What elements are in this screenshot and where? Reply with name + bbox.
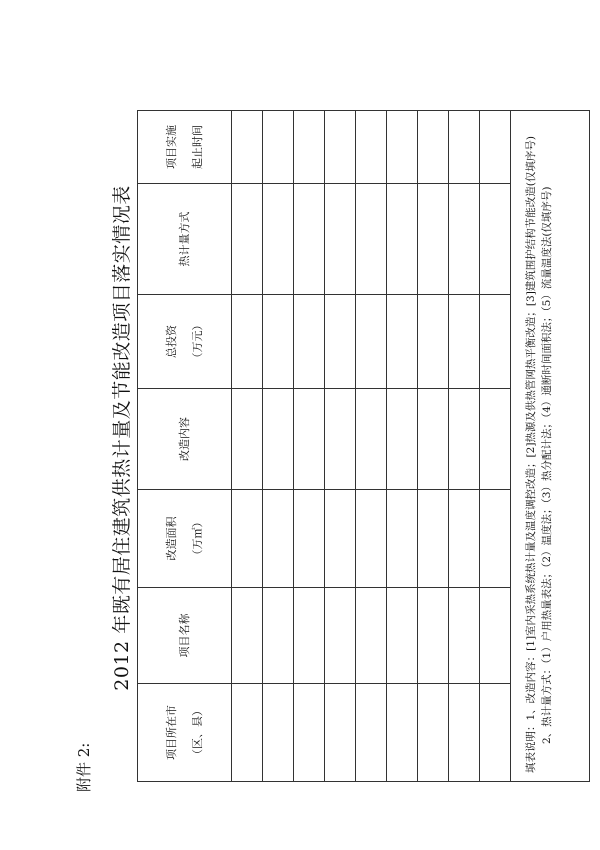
table-cell[interactable] bbox=[449, 111, 480, 184]
column-header-total-investment bbox=[138, 295, 232, 389]
table-cell[interactable] bbox=[387, 184, 418, 295]
table-cell[interactable] bbox=[294, 111, 325, 184]
column-header-line: 项目所在市 bbox=[164, 705, 178, 760]
column-header-line: （万元） bbox=[190, 319, 204, 364]
table-cell[interactable] bbox=[356, 490, 387, 588]
column-header-city bbox=[138, 684, 232, 782]
table-row bbox=[449, 111, 480, 782]
table-cell[interactable] bbox=[356, 588, 387, 684]
column-header-line: 项目实施 bbox=[164, 125, 178, 169]
table-cell[interactable] bbox=[449, 295, 480, 389]
table-cell[interactable] bbox=[449, 588, 480, 684]
table-cell[interactable] bbox=[418, 295, 449, 389]
table-row bbox=[356, 111, 387, 782]
table-cell[interactable] bbox=[232, 111, 263, 184]
table-row bbox=[480, 111, 511, 782]
table-cell[interactable] bbox=[325, 389, 356, 490]
table-row bbox=[232, 111, 263, 782]
column-header-metering-method bbox=[138, 184, 232, 295]
table-cell[interactable] bbox=[325, 684, 356, 782]
table-cell[interactable] bbox=[232, 684, 263, 782]
column-header-line: （区、县） bbox=[190, 705, 204, 760]
column-header-line: （万㎡） bbox=[190, 516, 204, 561]
table-cell[interactable] bbox=[325, 588, 356, 684]
table-cell[interactable] bbox=[480, 389, 511, 490]
table-cell[interactable] bbox=[263, 588, 294, 684]
table-cell[interactable] bbox=[449, 184, 480, 295]
table-cell[interactable] bbox=[294, 295, 325, 389]
note-line-1: 填表说明：1、改造内容：[1]室内采热系统热计量及温度调控改造；[2]热源及供热管网热平衡改造；[3]建筑围护结构节能改造(仅填序号) bbox=[525, 136, 537, 773]
table-cell[interactable] bbox=[387, 490, 418, 588]
table-cell[interactable] bbox=[294, 684, 325, 782]
table-cell[interactable] bbox=[449, 684, 480, 782]
table-cell[interactable] bbox=[325, 111, 356, 184]
table-row bbox=[325, 111, 356, 782]
table-cell[interactable] bbox=[232, 588, 263, 684]
table-cell[interactable] bbox=[325, 295, 356, 389]
table-cell[interactable] bbox=[263, 295, 294, 389]
report-table bbox=[137, 110, 590, 782]
table-cell[interactable] bbox=[418, 684, 449, 782]
header-row bbox=[138, 111, 232, 782]
fill-instructions bbox=[511, 111, 555, 781]
table-cell[interactable] bbox=[480, 684, 511, 782]
table-row bbox=[263, 111, 294, 782]
table-cell[interactable] bbox=[356, 184, 387, 295]
column-header-line: 改造面积 bbox=[164, 516, 178, 561]
notes-row bbox=[511, 111, 590, 782]
table-row bbox=[294, 111, 325, 782]
table-cell[interactable] bbox=[480, 490, 511, 588]
table-cell[interactable] bbox=[387, 295, 418, 389]
table-cell[interactable] bbox=[418, 184, 449, 295]
notes-cell bbox=[511, 111, 590, 782]
table-cell[interactable] bbox=[356, 295, 387, 389]
table-cell[interactable] bbox=[449, 389, 480, 490]
table-cell[interactable] bbox=[480, 111, 511, 184]
table-cell[interactable] bbox=[480, 184, 511, 295]
table-cell[interactable] bbox=[263, 684, 294, 782]
table-cell[interactable] bbox=[449, 490, 480, 588]
table-cell[interactable] bbox=[356, 111, 387, 184]
table-cell[interactable] bbox=[232, 389, 263, 490]
table-cell[interactable] bbox=[263, 184, 294, 295]
table-cell[interactable] bbox=[232, 490, 263, 588]
table-cell[interactable] bbox=[294, 389, 325, 490]
table-cell[interactable] bbox=[294, 588, 325, 684]
attachment-label: 附件 2: bbox=[75, 742, 93, 792]
table-cell[interactable] bbox=[263, 111, 294, 184]
table-cell[interactable] bbox=[480, 588, 511, 684]
column-header-line: 改造内容 bbox=[177, 417, 191, 461]
column-header-implementation-period bbox=[138, 111, 232, 184]
column-header-line: 总投资 bbox=[164, 325, 178, 358]
table-cell[interactable] bbox=[387, 111, 418, 184]
table-cell[interactable] bbox=[387, 389, 418, 490]
note-line-2: 2、热计量方式：（1）户用热量表法；（2）温度法；（3）热分配计法；（4）通断时间面积法；（5）流量温度法(仅填序号) bbox=[541, 186, 553, 744]
table-body bbox=[232, 111, 511, 782]
table-cell[interactable] bbox=[263, 490, 294, 588]
column-header-retrofit-content bbox=[138, 389, 232, 490]
table-cell[interactable] bbox=[356, 389, 387, 490]
column-header-retrofit-area bbox=[138, 490, 232, 588]
table-row bbox=[387, 111, 418, 782]
page-title: 2012 年既有居住建筑供热计量及节能改造项目落实情况表 bbox=[111, 185, 133, 691]
table-cell[interactable] bbox=[418, 111, 449, 184]
table-cell[interactable] bbox=[356, 684, 387, 782]
table-cell[interactable] bbox=[325, 490, 356, 588]
table-cell[interactable] bbox=[387, 684, 418, 782]
table-cell[interactable] bbox=[294, 184, 325, 295]
table-cell[interactable] bbox=[387, 588, 418, 684]
table-cell[interactable] bbox=[232, 295, 263, 389]
column-header-line: 热计量方式 bbox=[177, 211, 191, 267]
table-cell[interactable] bbox=[325, 184, 356, 295]
table-cell[interactable] bbox=[480, 295, 511, 389]
table-cell[interactable] bbox=[418, 389, 449, 490]
table-cell[interactable] bbox=[418, 588, 449, 684]
table-cell[interactable] bbox=[294, 490, 325, 588]
column-header-line: 项目名称 bbox=[177, 613, 191, 658]
table-cell[interactable] bbox=[263, 389, 294, 490]
column-header-project-name bbox=[138, 588, 232, 684]
table-row bbox=[418, 111, 449, 782]
table-cell[interactable] bbox=[232, 184, 263, 295]
table-cell[interactable] bbox=[418, 490, 449, 588]
column-header-line: 起止时间 bbox=[190, 125, 204, 169]
